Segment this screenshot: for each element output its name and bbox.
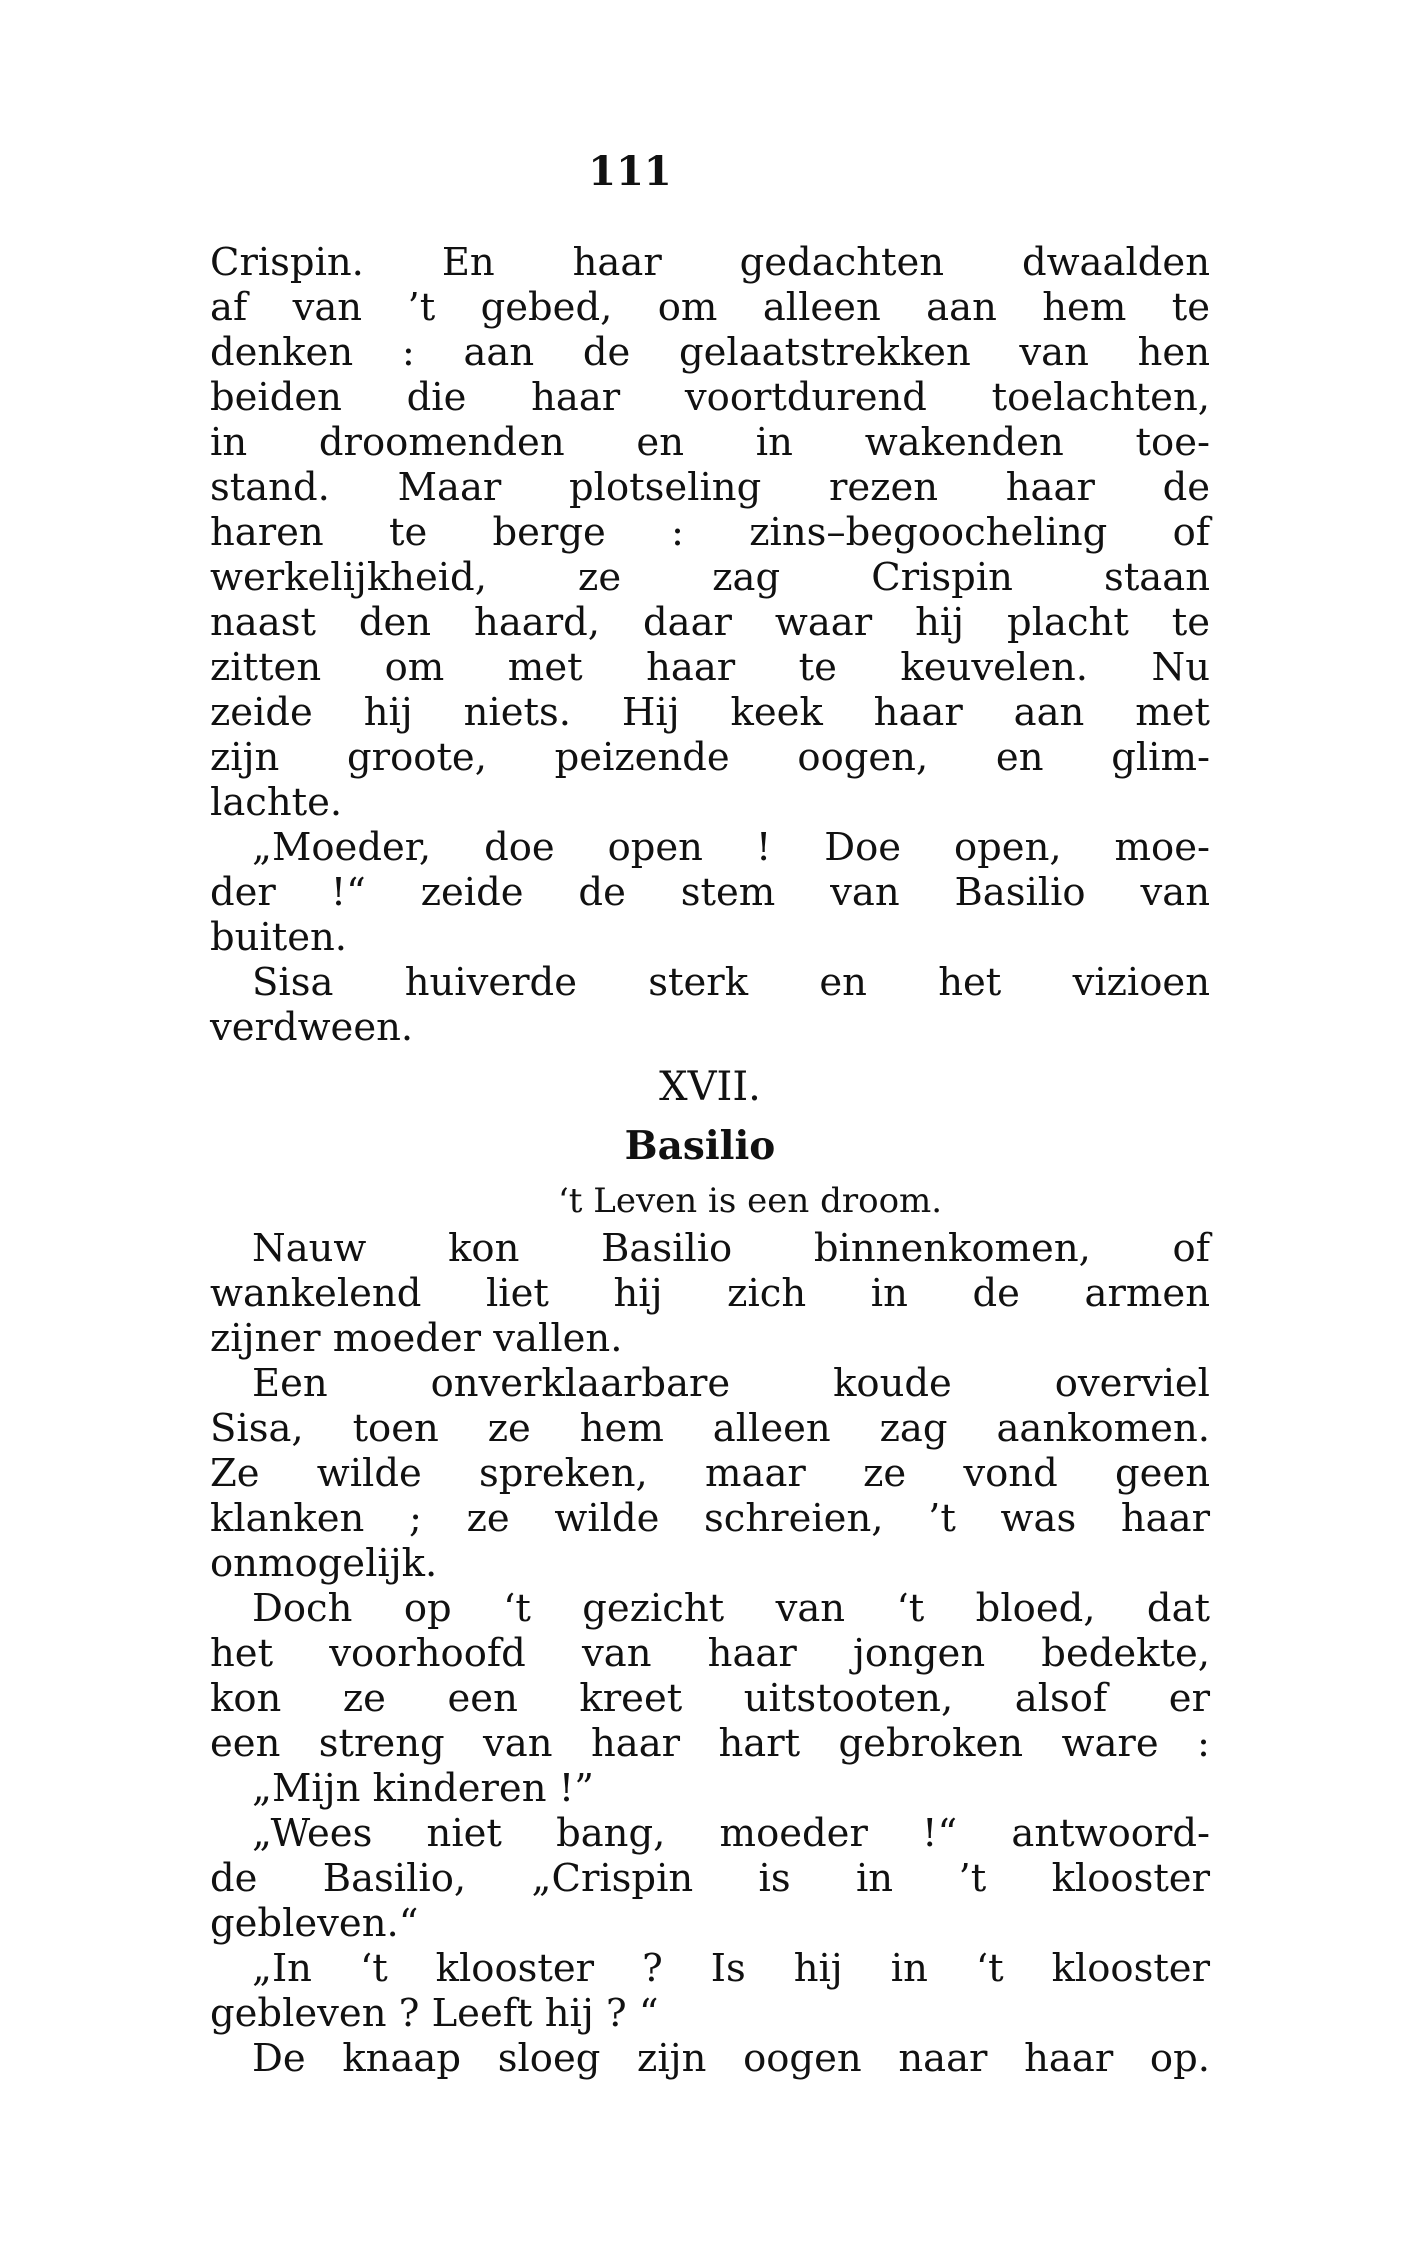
text-line: verdween. [210, 1005, 414, 1050]
text-line: Sisa huiverde sterk en het vizioen [252, 960, 1210, 1005]
text-line: zitten om met haar te keuvelen. Nu [210, 645, 1210, 690]
text-line: het voorhoofd van haar jongen bedekte, [210, 1631, 1210, 1676]
text-line: haren te berge : zins–begoocheling of [210, 510, 1210, 555]
text-line: klanken ; ze wilde schreien, ’t was haar [210, 1496, 1210, 1541]
text-line: „Mijn kinderen !” [252, 1766, 594, 1811]
text-line: „In ‘t klooster ? Is hij in ‘t klooster [252, 1946, 1210, 1991]
page-number: 111 [588, 148, 672, 195]
text-line: beiden die haar voortdurend toelachten, [210, 375, 1210, 420]
text-line: denken : aan de gelaatstrekken van hen [210, 330, 1210, 375]
text-line: zeide hij niets. Hij keek haar aan met [210, 690, 1210, 735]
text-line: af van ’t gebed, om alleen aan hem te [210, 285, 1210, 330]
text-line: de Basilio, „Crispin is in ’t klooster [210, 1856, 1210, 1901]
text-line: „Moeder, doe open ! Doe open, moe- [252, 825, 1210, 870]
text-after-chapter [210, 1226, 1210, 2081]
text-line: Een onverklaarbare koude overviel [252, 1361, 1210, 1406]
text-line: naast den haard, daar waar hij placht te [210, 600, 1210, 645]
text-block [210, 240, 1210, 2081]
text-line: Doch op ‘t gezicht van ‘t bloed, dat [252, 1586, 1210, 1631]
text-line: kon ze een kreet uitstooten, alsof er [210, 1676, 1210, 1721]
chapter-number: XVII. [659, 1064, 761, 1110]
text-line: in droomenden en in wakenden toe- [210, 420, 1210, 465]
text-line: De knaap sloeg zijn oogen naar haar op. [252, 2036, 1210, 2081]
text-line: wankelend liet hij zich in de armen [210, 1271, 1210, 1316]
text-line: een streng van haar hart gebroken ware : [210, 1721, 1210, 1766]
text-line: Ze wilde spreken, maar ze vond geen [210, 1451, 1210, 1496]
text-line: zijner moeder vallen. [210, 1316, 623, 1361]
chapter-epigraph: ‘t Leven is een droom. [558, 1181, 943, 1221]
text-line: gebleven.“ [210, 1901, 419, 1946]
text-line: Crispin. En haar gedachten dwaalden [210, 240, 1210, 285]
chapter-title: Basilio [624, 1123, 776, 1169]
text-line: stand. Maar plotseling rezen haar de [210, 465, 1210, 510]
text-line: „Wees niet bang, moeder !“ antwoord- [252, 1811, 1210, 1856]
text-line: lachte. [210, 780, 343, 825]
text-line: werkelijkheid, ze zag Crispin staan [210, 555, 1210, 600]
text-line: Sisa, toen ze hem alleen zag aankomen. [210, 1406, 1210, 1451]
text-line: onmogelijk. [210, 1541, 438, 1586]
text-line: zijn groote, peizende oogen, en glim- [210, 735, 1210, 780]
text-before-chapter [210, 240, 1210, 1050]
text-line: gebleven ? Leeft hij ? “ [210, 1991, 659, 2036]
text-line: der !“ zeide de stem van Basilio van [210, 870, 1210, 915]
text-line: Nauw kon Basilio binnenkomen, of [252, 1226, 1210, 1271]
text-line: buiten. [210, 915, 348, 960]
